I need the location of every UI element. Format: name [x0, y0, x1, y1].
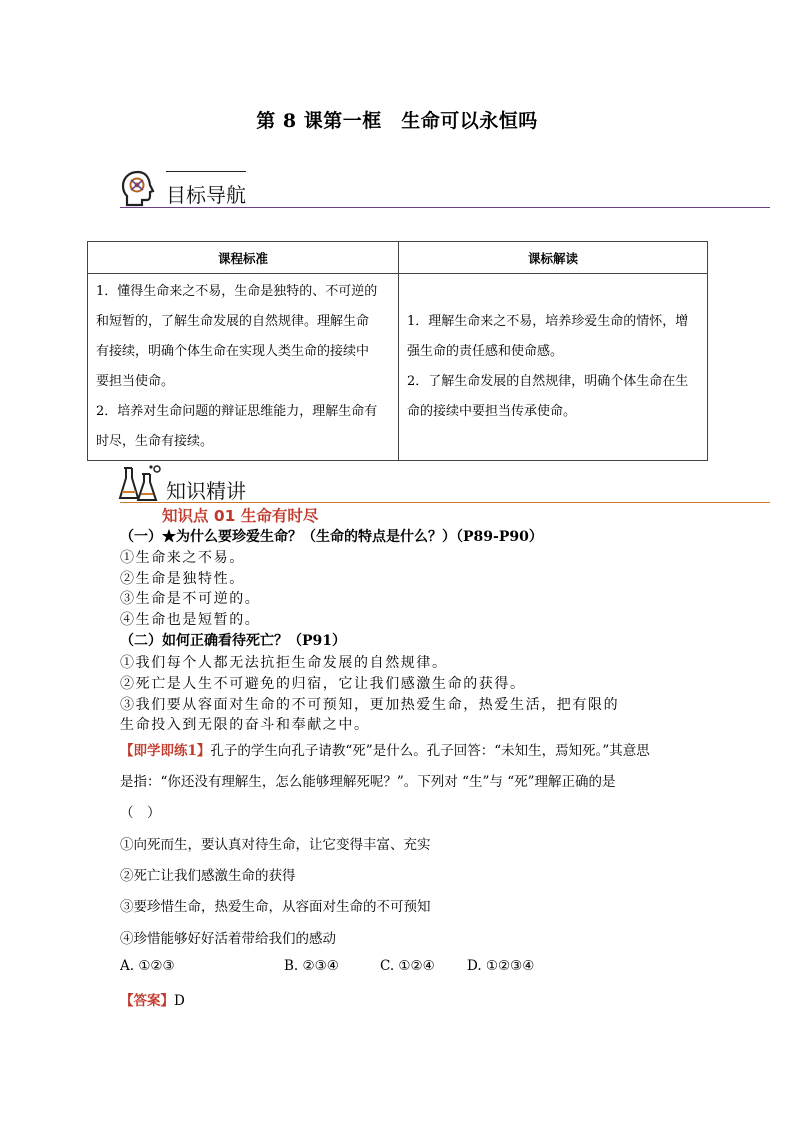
section-rule-goal [120, 207, 770, 208]
cell-line: 有接续，明确个体生命在实现人类生命的接续中 [96, 344, 370, 359]
option-line: ①向死而生，要认真对待生命，让它变得丰富、充实 [120, 837, 431, 853]
point-line: ③生命是不可逆的。 [120, 591, 261, 607]
exercise-stem: 孔子的学生向孔子请教“死”是什么。孔子回答：“未知生，焉知死。”其意思 [210, 743, 650, 759]
choice-b: B. ②③④ [284, 958, 339, 974]
answer-line [120, 989, 185, 1009]
table-header-standard: 课程标准 [88, 242, 399, 274]
table-header-interpretation: 课标解读 [399, 242, 708, 274]
exercise-stem-line-1 [120, 739, 650, 759]
answer-blank: （ ） [120, 805, 161, 821]
table-cell-interpretation [399, 274, 708, 461]
point-line: ④生命也是短暂的。 [120, 612, 261, 628]
question-heading-2: （二）如何正确看待死亡？（P91） [120, 633, 347, 649]
point-line: ③我们要从容面对生命的不可预知，更加热爱生命，热爱生活，把有限的 [120, 697, 620, 713]
cell-line: 1．懂得生命来之不易，生命是独特的、不可逆的 [96, 284, 378, 299]
cell-line: 命的接续中要担当传承使命。 [407, 404, 577, 419]
section-rule-knowledge [120, 502, 770, 503]
point-line: ②死亡是人生不可避免的归宿，它让我们感激生命的获得。 [120, 676, 526, 692]
option-line: ③要珍惜生命，热爱生命，从容面对生命的不可预知 [120, 899, 431, 915]
option-line: ②死亡让我们感激生命的获得 [120, 868, 296, 884]
point-line: ①生命来之不易。 [120, 550, 245, 566]
knowledge-point-title: 知识点 01 生命有时尽 [162, 507, 319, 525]
point-line: 生命投入到无限的奋斗和奉献之中。 [120, 717, 370, 733]
exercise-tag: 【即学即练1】 [120, 743, 211, 759]
answer-tag: 【答案】 [120, 993, 174, 1009]
cell-line: 时尽，生命有接续。 [96, 434, 214, 449]
point-line: ①我们每个人都无法抗拒生命发展的自然规律。 [120, 655, 448, 671]
cell-line: 2．了解生命发展的自然规律，明确个体生命在生 [407, 374, 689, 389]
cell-line: 要担当使命。 [96, 374, 175, 389]
standards-table [87, 241, 708, 461]
choice-d: D. ①②③④ [467, 958, 535, 974]
exercise-stem-line-2: 是指：“你还没有理解生，怎么能够理解死呢？”。下列对 “生”与 “死”理解正确的是 [120, 774, 616, 790]
brain-head-icon [118, 168, 160, 210]
point-line: ②生命是独特性。 [120, 571, 245, 587]
answer-value: D [174, 993, 185, 1009]
lab-flask-icon [118, 464, 162, 504]
cell-line: 和短暂的，了解生命发展的自然规律。理解生命 [96, 314, 370, 329]
choice-a: A. ①②③ [120, 958, 175, 974]
page-title: 第 8 课第一框 生命可以永恒吗 [256, 110, 538, 132]
section-heading-knowledge: 知识精讲 [166, 479, 246, 503]
question-heading-1: （一）★为什么要珍爱生命？（生命的特点是什么？）（P89-P90） [120, 529, 543, 545]
table-cell-standard [88, 274, 399, 461]
cell-line: 强生命的责任感和使命感。 [407, 344, 564, 359]
option-line: ④珍惜能够好好活着带给我们的感动 [120, 931, 336, 947]
choice-c: C. ①②④ [380, 958, 435, 974]
section-top-rule [166, 171, 246, 172]
section-heading-goal: 目标导航 [166, 183, 246, 207]
cell-line: 1．理解生命来之不易，培养珍爱生命的情怀，增 [407, 314, 689, 329]
cell-line: 2．培养对生命问题的辩证思维能力，理解生命有 [96, 404, 378, 419]
